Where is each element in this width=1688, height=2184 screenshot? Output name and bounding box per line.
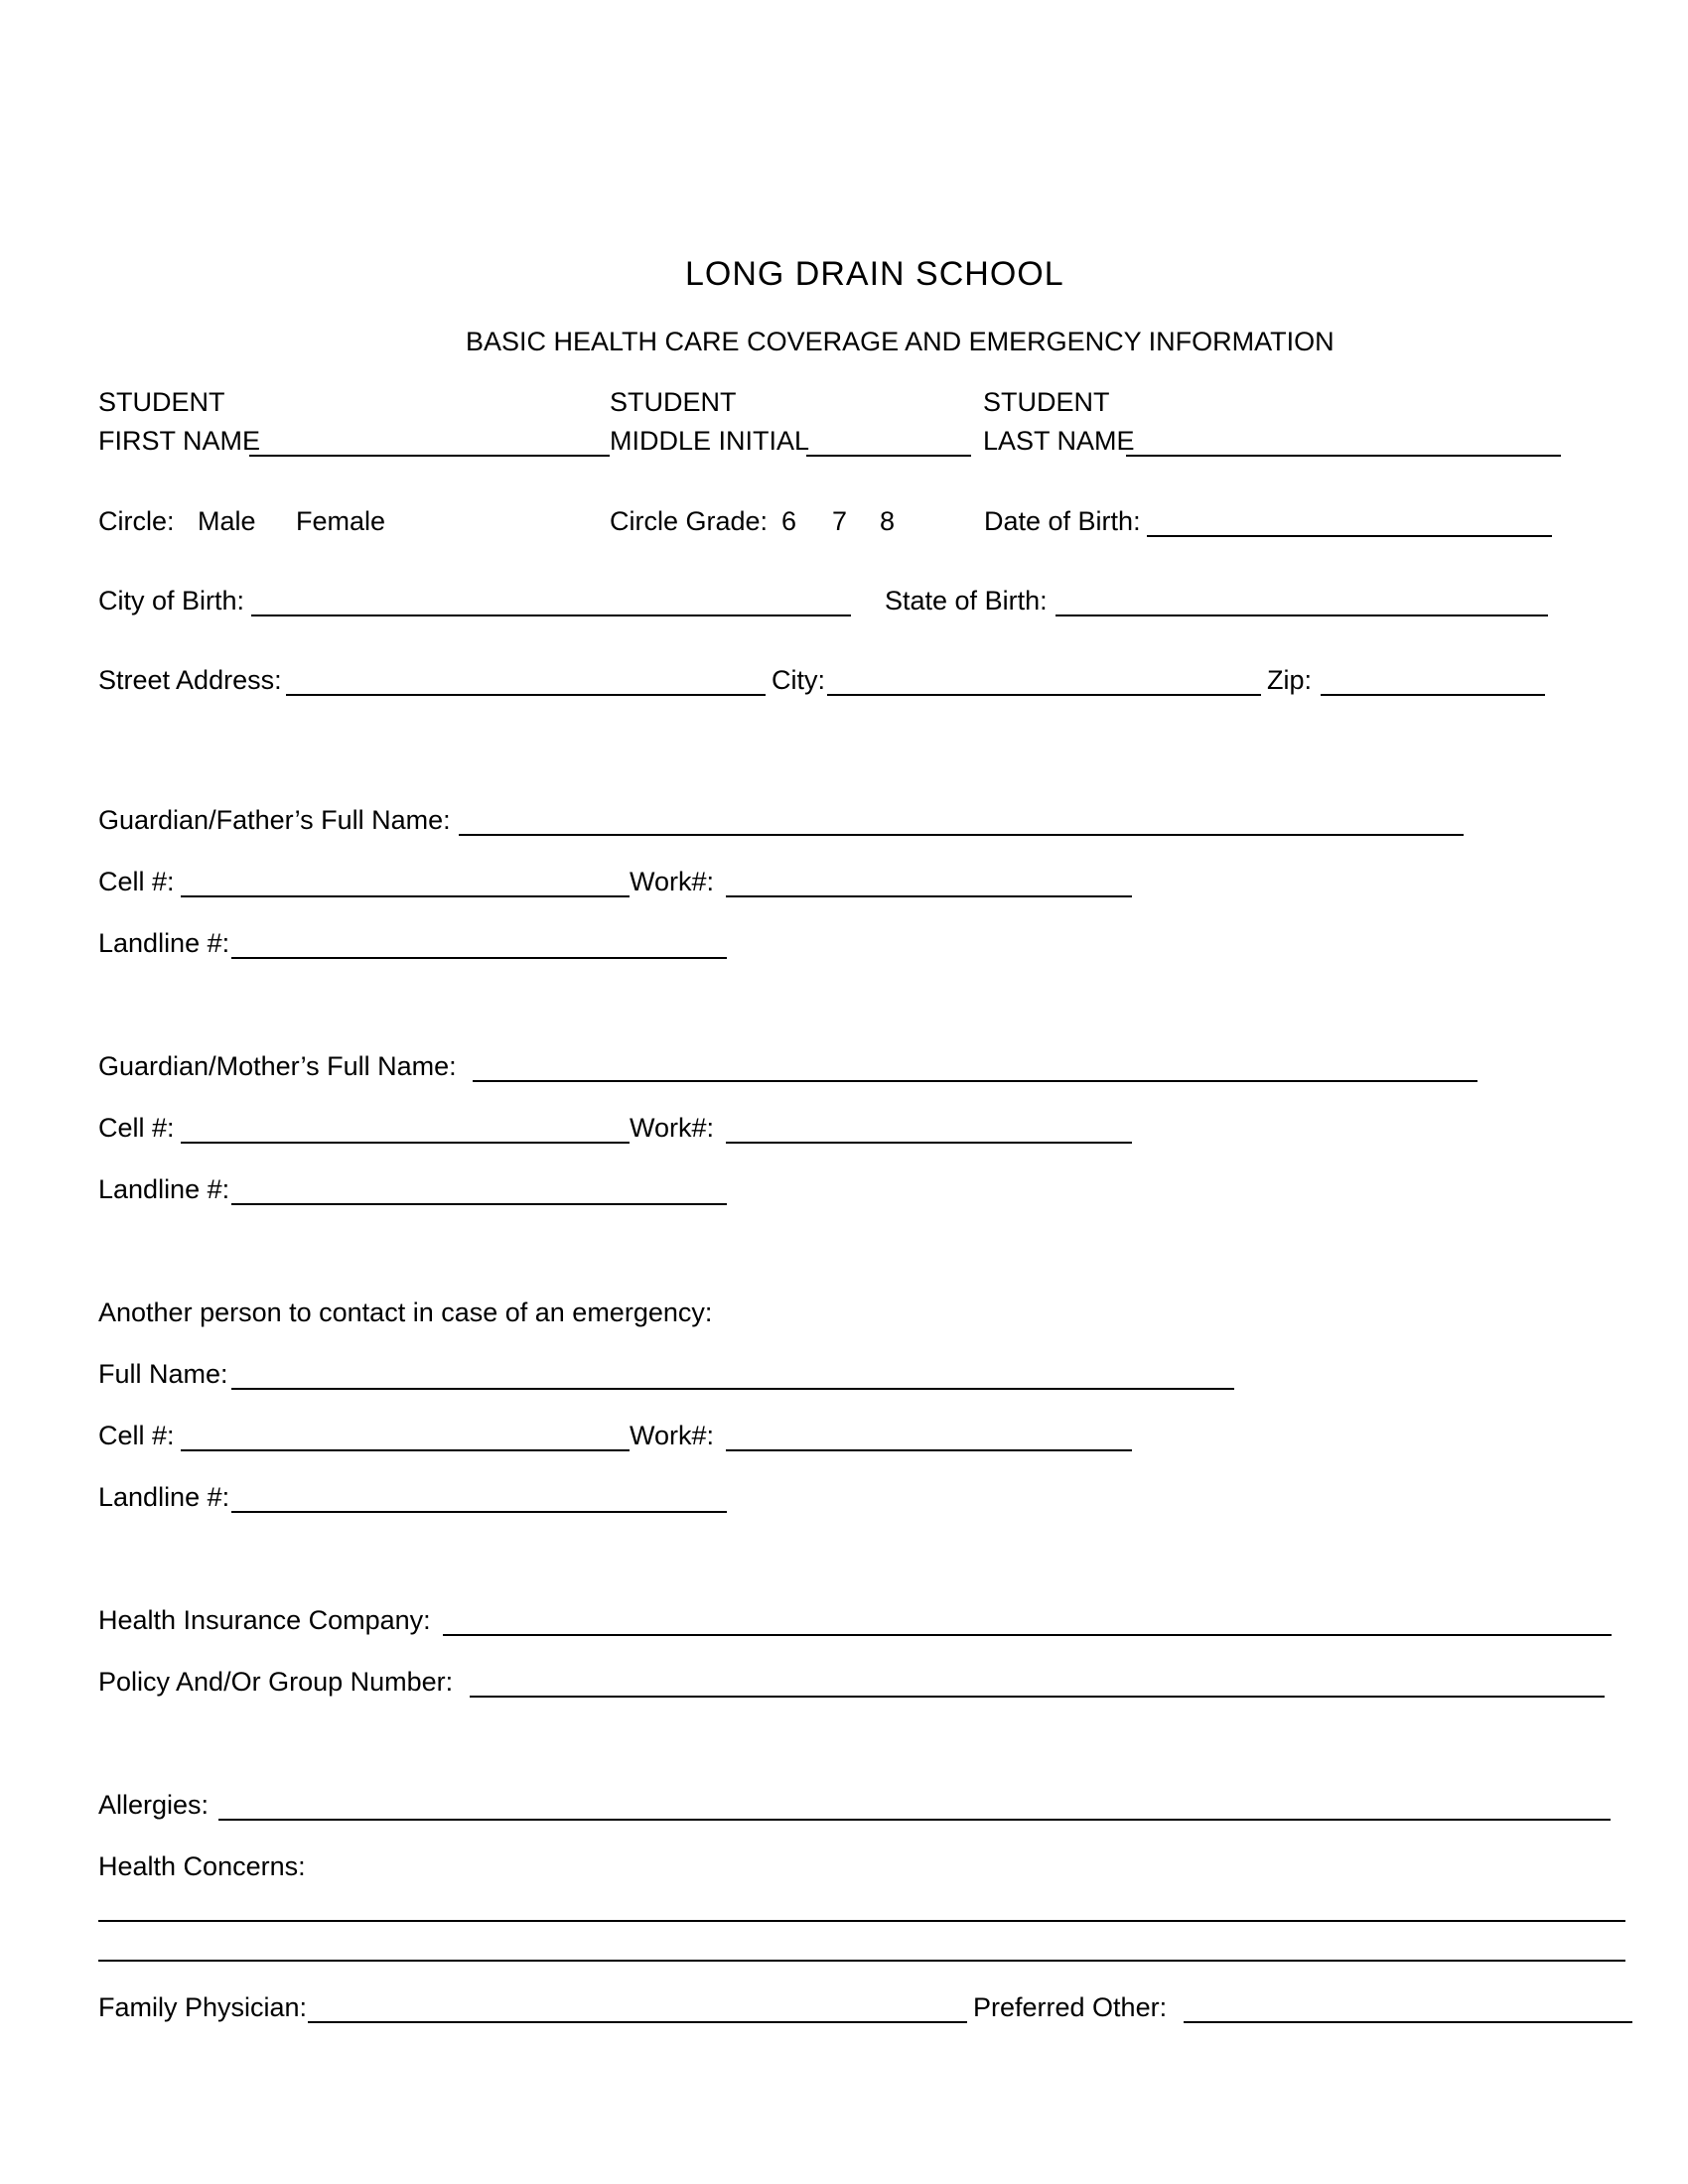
city-field[interactable] xyxy=(827,694,1261,696)
emergency-cell-field[interactable] xyxy=(181,1449,630,1451)
dob-label: Date of Birth: xyxy=(984,506,1141,536)
insurance-company-label: Health Insurance Company: xyxy=(98,1605,431,1635)
grade-7-option[interactable]: 7 xyxy=(832,506,848,536)
first-name-label: FIRST NAME xyxy=(98,426,261,456)
street-address-label: Street Address: xyxy=(98,665,282,695)
health-concerns-line-1[interactable] xyxy=(98,1920,1625,1922)
dob-field[interactable] xyxy=(1147,535,1552,537)
health-concerns-line-2[interactable] xyxy=(98,1960,1625,1962)
mother-landline-field[interactable] xyxy=(231,1203,727,1205)
allergies-label: Allergies: xyxy=(98,1790,210,1820)
mother-name-field[interactable] xyxy=(473,1080,1477,1082)
grade-circle-label: Circle Grade: xyxy=(610,506,769,536)
family-physician-field[interactable] xyxy=(308,2021,967,2023)
mother-work-label: Work#: xyxy=(630,1113,715,1143)
first-name-field[interactable] xyxy=(249,455,610,457)
policy-number-label: Policy And/Or Group Number: xyxy=(98,1667,454,1697)
grade-8-option[interactable]: 8 xyxy=(880,506,896,536)
middle-initial-field[interactable] xyxy=(806,455,971,457)
gender-female-option[interactable]: Female xyxy=(296,506,386,536)
form-subtitle: BASIC HEALTH CARE COVERAGE AND EMERGENCY INFORMATION xyxy=(466,327,1335,356)
policy-number-field[interactable] xyxy=(470,1696,1605,1698)
zip-label: Zip: xyxy=(1267,665,1313,695)
emergency-heading: Another person to contact in case of an emergency: xyxy=(98,1297,713,1327)
preferred-other-label: Preferred Other: xyxy=(973,1992,1168,2022)
father-name-label: Guardian/Father’s Full Name: xyxy=(98,805,451,835)
mother-name-label: Guardian/Mother’s Full Name: xyxy=(98,1051,457,1081)
last-name-field[interactable] xyxy=(1126,455,1561,457)
last-name-label: LAST NAME xyxy=(983,426,1135,456)
street-address-field[interactable] xyxy=(286,694,766,696)
father-landline-field[interactable] xyxy=(231,957,727,959)
first-name-label-top: STUDENT xyxy=(98,387,225,417)
emergency-work-label: Work#: xyxy=(630,1421,715,1450)
father-name-field[interactable] xyxy=(459,834,1464,836)
last-name-label-top: STUDENT xyxy=(983,387,1110,417)
allergies-field[interactable] xyxy=(218,1819,1611,1821)
school-title: LONG DRAIN SCHOOL xyxy=(685,255,1064,293)
state-of-birth-label: State of Birth: xyxy=(885,586,1048,615)
middle-initial-label-top: STUDENT xyxy=(610,387,737,417)
mother-cell-field[interactable] xyxy=(181,1142,630,1144)
father-work-label: Work#: xyxy=(630,867,715,896)
preferred-other-field[interactable] xyxy=(1184,2021,1632,2023)
city-of-birth-label: City of Birth: xyxy=(98,586,245,615)
zip-field[interactable] xyxy=(1321,694,1545,696)
emergency-work-field[interactable] xyxy=(726,1449,1132,1451)
father-cell-field[interactable] xyxy=(181,895,630,897)
middle-initial-label: MIDDLE INITIAL xyxy=(610,426,810,456)
city-of-birth-field[interactable] xyxy=(251,614,851,616)
emergency-landline-label: Landline #: xyxy=(98,1482,230,1512)
state-of-birth-field[interactable] xyxy=(1055,614,1548,616)
emergency-name-label: Full Name: xyxy=(98,1359,228,1389)
city-label: City: xyxy=(772,665,825,695)
father-cell-label: Cell #: xyxy=(98,867,175,896)
emergency-cell-label: Cell #: xyxy=(98,1421,175,1450)
mother-cell-label: Cell #: xyxy=(98,1113,175,1143)
emergency-landline-field[interactable] xyxy=(231,1511,727,1513)
gender-male-option[interactable]: Male xyxy=(198,506,256,536)
grade-6-option[interactable]: 6 xyxy=(781,506,797,536)
family-physician-label: Family Physician: xyxy=(98,1992,308,2022)
father-work-field[interactable] xyxy=(726,895,1132,897)
insurance-company-field[interactable] xyxy=(443,1634,1612,1636)
mother-work-field[interactable] xyxy=(726,1142,1132,1144)
father-landline-label: Landline #: xyxy=(98,928,230,958)
gender-circle-label: Circle: xyxy=(98,506,175,536)
health-concerns-label: Health Concerns: xyxy=(98,1851,306,1881)
emergency-name-field[interactable] xyxy=(231,1388,1234,1390)
mother-landline-label: Landline #: xyxy=(98,1174,230,1204)
